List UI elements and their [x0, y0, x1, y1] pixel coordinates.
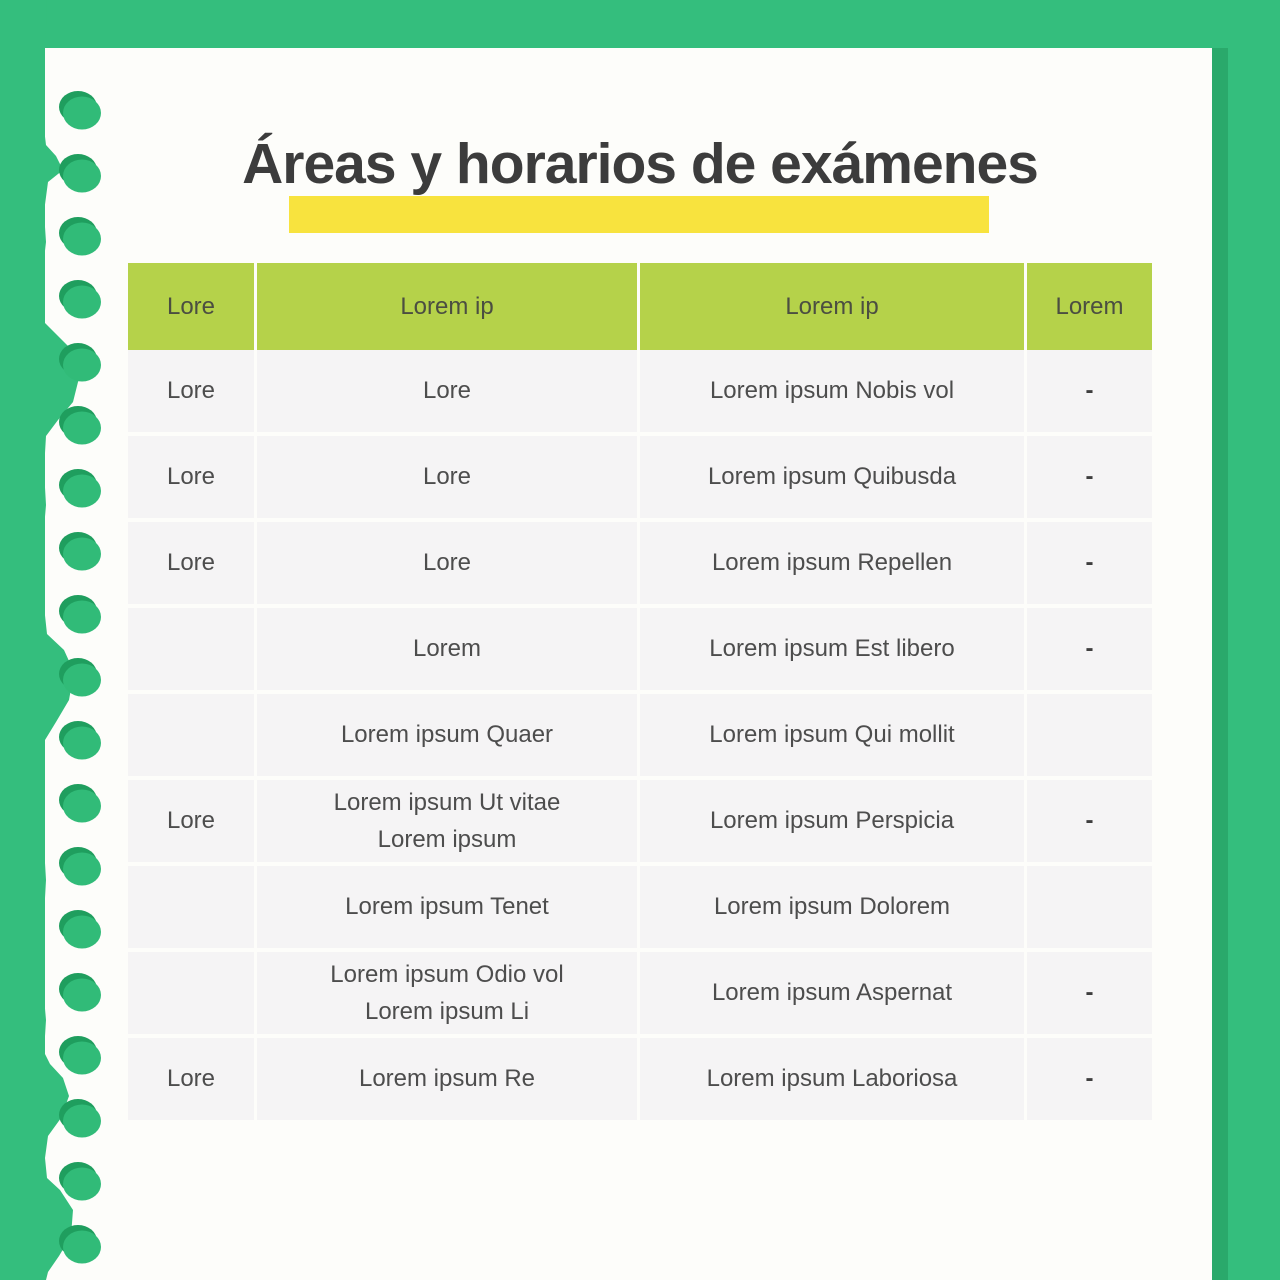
table-cell: Lorem ipsum Laboriosa [640, 1038, 1027, 1124]
table-cell: Lore [128, 522, 257, 608]
table-row [128, 350, 1152, 436]
hole-punch-dot [63, 412, 101, 445]
exam-schedule-table [128, 263, 1152, 1124]
hole-punch-dot [63, 853, 101, 886]
table-cell: Lorem ipsum Repellen [640, 522, 1027, 608]
hole-punch-dot [63, 979, 101, 1012]
torn-paper-edge [0, 0, 112, 1280]
table-cell: Lorem ipsum Nobis vol [640, 350, 1027, 436]
hole-punch-dot [63, 916, 101, 949]
table-cell: Lore [257, 436, 640, 522]
table-cell: Lore [128, 350, 257, 436]
table-cell [128, 952, 257, 1038]
table-cell: Lore [128, 436, 257, 522]
table-row [128, 1038, 1152, 1124]
table-cell [128, 694, 257, 780]
table-cell: - [1027, 1038, 1152, 1124]
table-cell: Lorem [257, 608, 640, 694]
table-row [128, 436, 1152, 522]
table-cell: - [1027, 436, 1152, 522]
table-cell: Lore [128, 780, 257, 866]
table-cell: Lorem ipsum Re [257, 1038, 640, 1124]
hole-punch-dot [63, 1042, 101, 1075]
table-cell: Lorem ipsum Ut vitae Lorem ipsum [257, 780, 640, 866]
table-row [128, 952, 1152, 1038]
table-cell [128, 866, 257, 952]
hole-punch-dot [63, 1105, 101, 1138]
paper-edge-shadow [1212, 48, 1228, 1280]
table-cell: - [1027, 350, 1152, 436]
hole-punch-dot [63, 223, 101, 256]
table-cell: - [1027, 608, 1152, 694]
hole-punch-dot [63, 1231, 101, 1264]
table-cell: - [1027, 952, 1152, 1038]
hole-punch-dot [63, 664, 101, 697]
table-header-cell: Lorem ip [257, 263, 640, 350]
title-highlight [289, 196, 989, 233]
hole-punch-dot [63, 160, 101, 193]
table-header-cell: Lorem ip [640, 263, 1027, 350]
table-cell: - [1027, 780, 1152, 866]
hole-punch-dot [63, 1168, 101, 1201]
table-cell [128, 608, 257, 694]
table-cell: Lore [257, 350, 640, 436]
table-header-cell: Lorem [1027, 263, 1152, 350]
table-cell: Lorem ipsum Quibusda [640, 436, 1027, 522]
hole-punch-dot [63, 97, 101, 130]
table-cell: Lorem ipsum Qui mollit [640, 694, 1027, 780]
table-cell: Lore [257, 522, 640, 608]
hole-punch-dot [63, 727, 101, 760]
table-row [128, 522, 1152, 608]
table-header-row [128, 263, 1152, 350]
hole-punch-dot [63, 286, 101, 319]
table-cell [1027, 866, 1152, 952]
table-cell: Lorem ipsum Quaer [257, 694, 640, 780]
table-cell: Lorem ipsum Aspernat [640, 952, 1027, 1038]
table-row [128, 694, 1152, 780]
table-row [128, 866, 1152, 952]
table-row [128, 780, 1152, 866]
table-cell: Lorem ipsum Tenet [257, 866, 640, 952]
table-header-cell: Lore [128, 263, 257, 350]
table-cell: Lorem ipsum Est libero [640, 608, 1027, 694]
hole-punch-dot [63, 538, 101, 571]
hole-punch-dot [63, 349, 101, 382]
page-title: Áreas y horarios de exámenes [242, 132, 1038, 196]
table-cell [1027, 694, 1152, 780]
table-cell: Lorem ipsum Dolorem [640, 866, 1027, 952]
table-cell: - [1027, 522, 1152, 608]
hole-punch-dot [63, 790, 101, 823]
hole-punch-dot [63, 601, 101, 634]
hole-punch-dot [63, 475, 101, 508]
table-row [128, 608, 1152, 694]
table-cell: Lore [128, 1038, 257, 1124]
table-cell: Lorem ipsum Odio vol Lorem ipsum Li [257, 952, 640, 1038]
table-cell: Lorem ipsum Perspicia [640, 780, 1027, 866]
